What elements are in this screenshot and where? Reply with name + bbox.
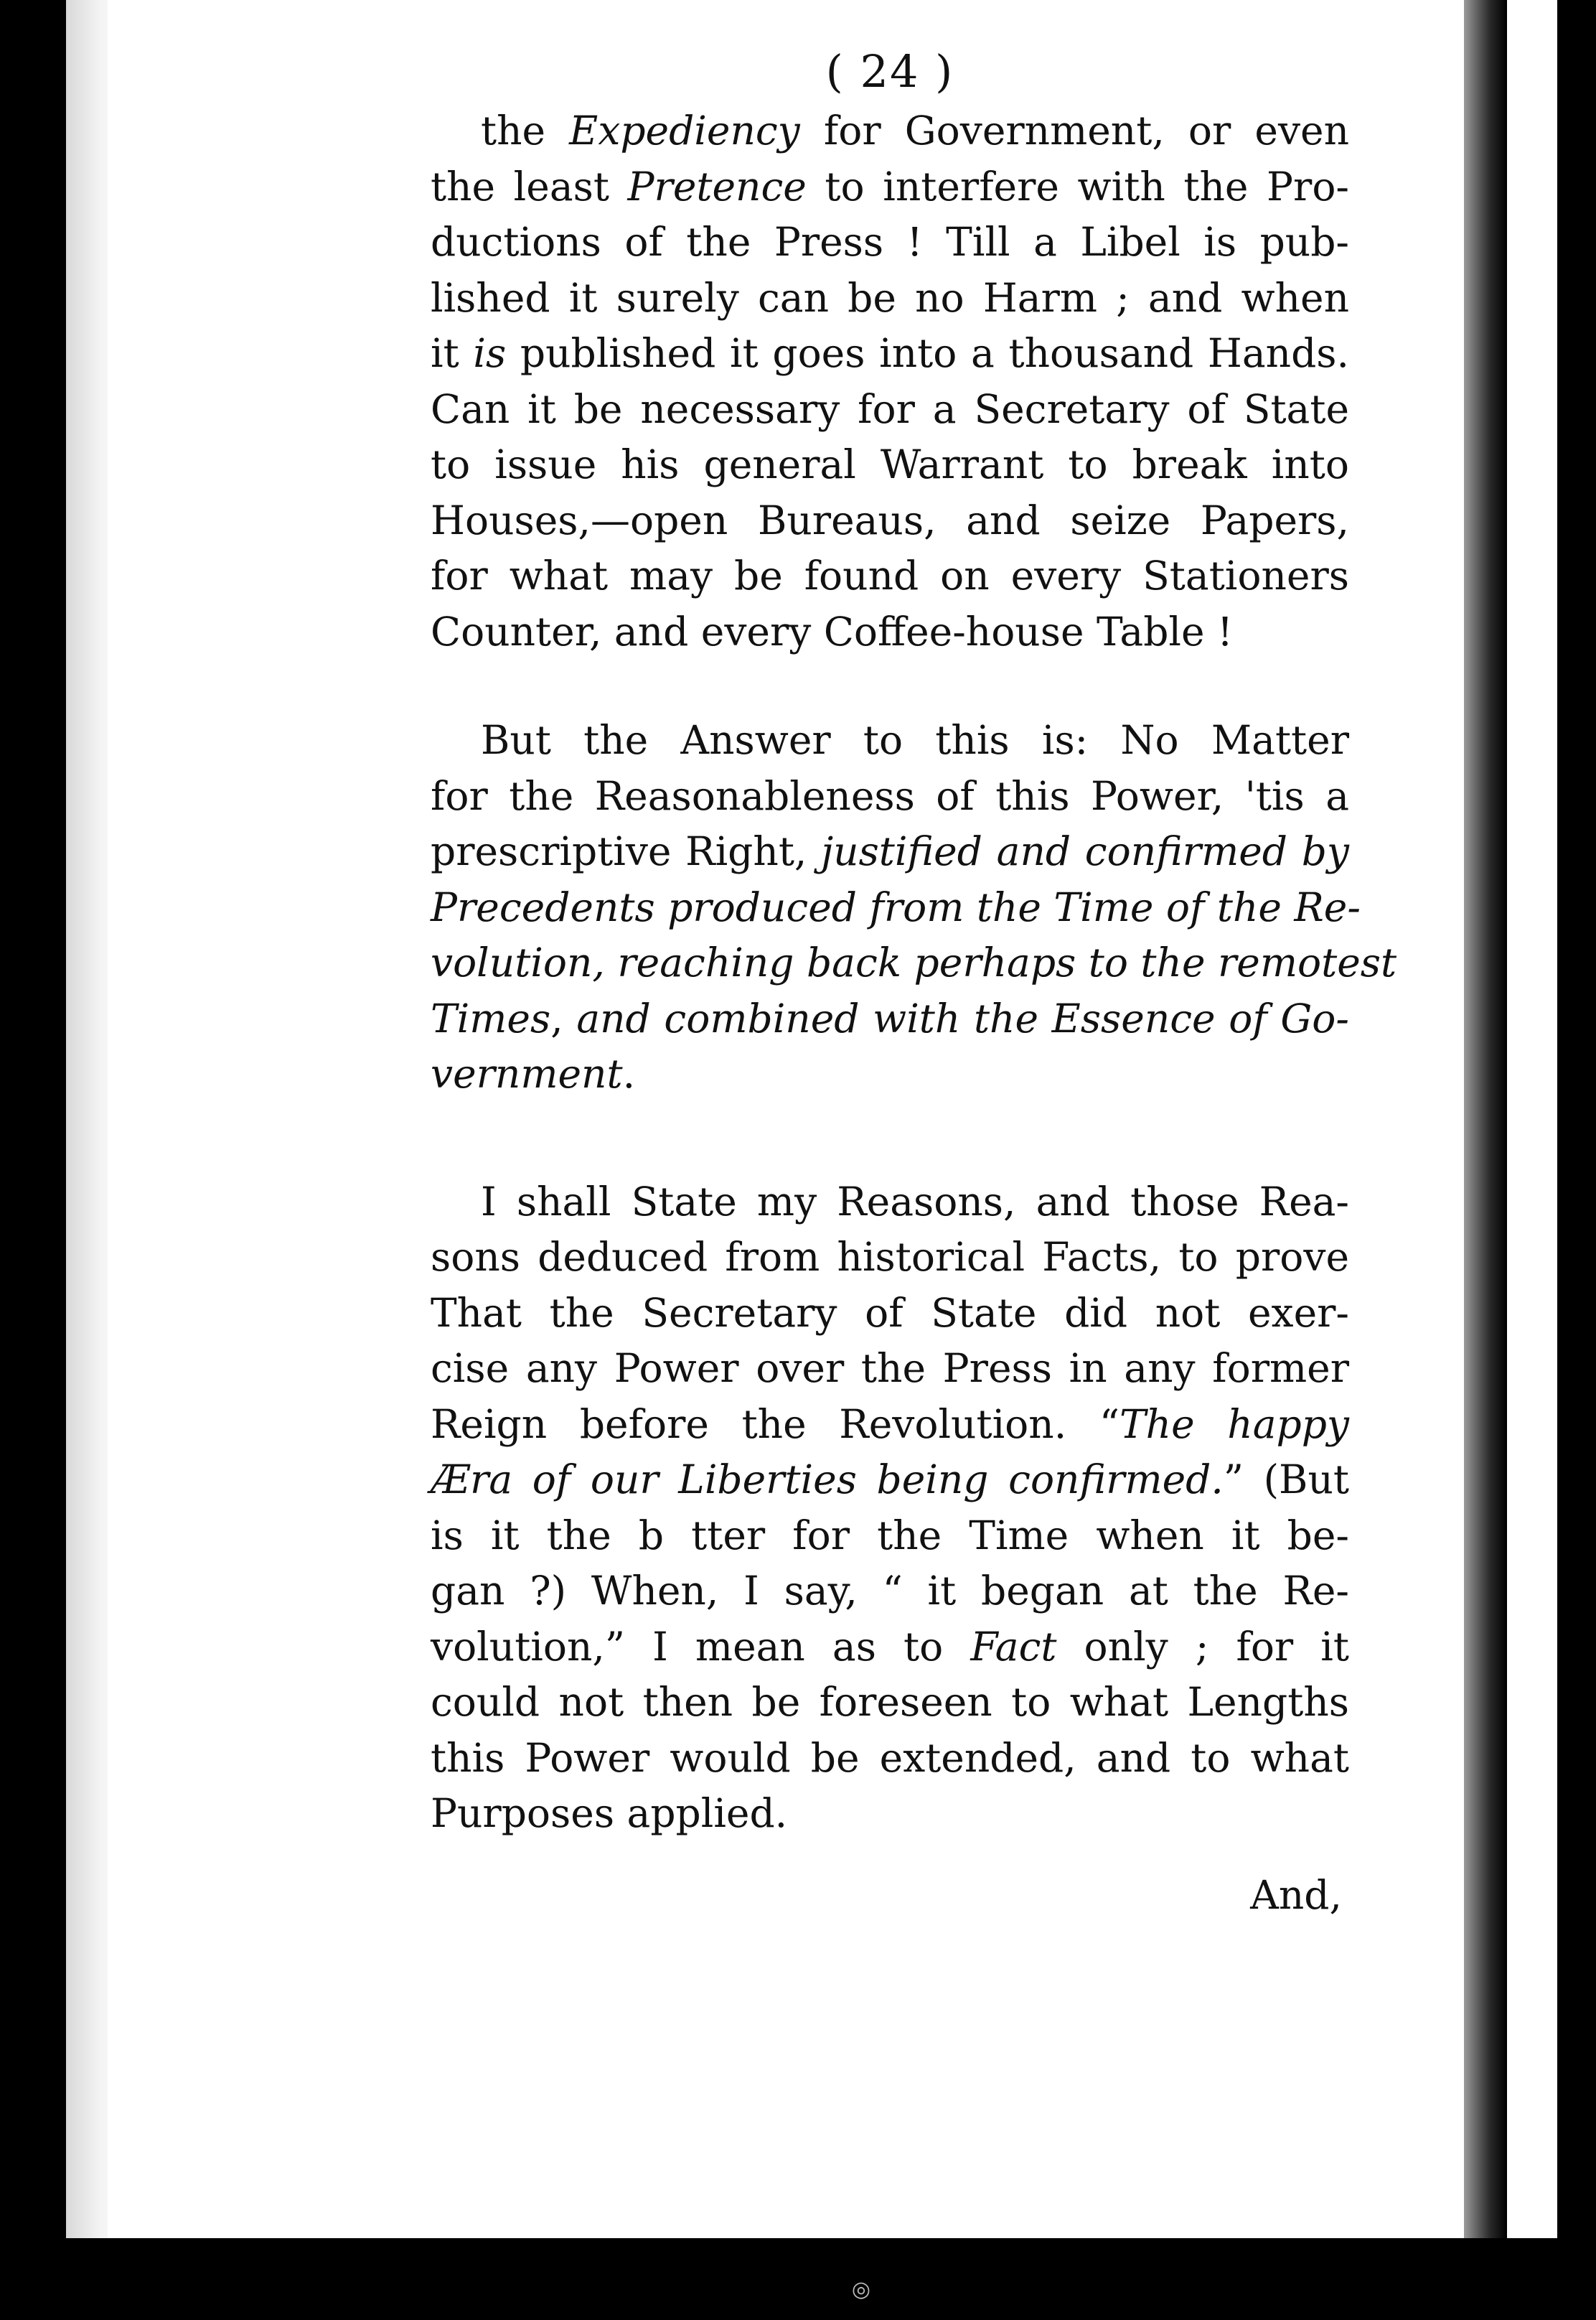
text-run: ” (But — [1223, 1456, 1349, 1502]
text-run: But the Answer to this is: No Matter — [481, 717, 1349, 763]
text-line — [431, 604, 1349, 660]
italic-text: Pretence — [627, 163, 807, 210]
text-line — [431, 215, 1349, 271]
text-run: for what may be found on every Stationers — [431, 553, 1349, 599]
text-line — [431, 159, 1349, 215]
text-run: to interfere with the Pro- — [806, 163, 1350, 210]
text-line — [431, 1786, 1349, 1842]
paragraph-1 — [431, 103, 1349, 660]
italic-text: Fact — [970, 1623, 1057, 1670]
text-line — [431, 1619, 1349, 1675]
italic-text: Expediency — [569, 108, 800, 154]
text-run: lished it surely can be no Harm ; and when — [431, 274, 1349, 321]
text-run: . — [622, 1051, 636, 1097]
text-run: to issue his general Warrant to break into — [431, 441, 1349, 487]
text-run: I shall State my Reasons, and those Rea- — [481, 1178, 1349, 1225]
text-run: , — [550, 995, 577, 1042]
text-run: it — [431, 330, 474, 376]
text-line — [431, 103, 1349, 159]
text-run: That the Secretary of State did not exer- — [431, 1289, 1349, 1336]
italic-text: Times — [431, 995, 551, 1042]
text-run: sons deduced from historical Facts, to prove — [431, 1234, 1349, 1280]
text-line — [431, 713, 1349, 769]
text-run: is it the b tter for the Time when it be- — [431, 1512, 1349, 1558]
text-line — [431, 1047, 1349, 1103]
text-line — [431, 1174, 1349, 1230]
italic-text: vernment — [431, 1051, 623, 1097]
page-fold-shadow — [1464, 0, 1507, 2320]
text-run: this Power would be extended, and to what — [431, 1734, 1349, 1781]
text-line — [431, 991, 1349, 1047]
text-line — [431, 1341, 1349, 1397]
paragraph-spacer — [431, 660, 1349, 713]
text-run: Reign before the Revolution. “ — [431, 1400, 1119, 1447]
text-line — [431, 437, 1349, 493]
italic-text: Precedents produced from the Time of the Re- — [431, 884, 1361, 930]
paragraph-2 — [431, 713, 1397, 1103]
paragraph-3 — [431, 1174, 1349, 1842]
text-run: the least — [431, 163, 628, 210]
scan-bottom-border — [0, 2238, 1596, 2320]
text-line — [431, 1563, 1349, 1619]
catchword: And, — [1250, 1871, 1342, 1918]
text-line — [431, 769, 1349, 825]
italic-text: Æra of our Liberties being confirmed. — [431, 1456, 1224, 1502]
text-run: Can it be necessary for a Secretary of State — [431, 385, 1349, 432]
text-line — [431, 382, 1349, 438]
text-line — [431, 1397, 1349, 1453]
text-run: Houses,—open Bureaus, and seize Papers, — [431, 497, 1349, 543]
text-run: Counter, and every Coffee-house Table ! — [431, 608, 1234, 655]
text-line — [431, 1230, 1349, 1286]
page-number: ( 24 ) — [825, 45, 954, 98]
scan-right-border — [1557, 0, 1596, 2320]
text-run: for Government, or even — [799, 108, 1349, 154]
library-stamp-icon: ◎ — [851, 2277, 871, 2302]
text-run: for the Reasonableness of this Power, 'tis a — [431, 772, 1349, 819]
text-run: cise any Power over the Press in any former — [431, 1345, 1349, 1391]
text-run: only ; for it — [1056, 1623, 1349, 1670]
text-line — [431, 326, 1349, 382]
italic-text: The happy — [1119, 1400, 1349, 1447]
text-line — [431, 548, 1349, 604]
text-line — [431, 1508, 1349, 1564]
text-line — [431, 1731, 1349, 1787]
page-text-block — [431, 43, 1397, 1923]
italic-text: volution, reaching back perhaps to the remotest — [431, 940, 1397, 986]
italic-text: is — [473, 330, 507, 376]
text-run: the — [481, 108, 570, 154]
text-run: could not then be foreseen to what Lengths — [431, 1679, 1349, 1725]
scan-left-border — [0, 0, 66, 2320]
text-run: gan ?) When, I say, “ it began at the Re- — [431, 1568, 1349, 1614]
text-run: Purposes applied. — [431, 1790, 788, 1836]
text-line — [431, 1452, 1349, 1508]
text-line — [431, 1675, 1349, 1731]
text-run: published it goes into a thousand Hands. — [506, 330, 1349, 376]
text-line — [431, 271, 1349, 327]
italic-text: justified and confirmed by — [821, 828, 1349, 874]
text-line — [431, 493, 1349, 549]
text-run: prescriptive Right, — [431, 828, 822, 874]
text-line — [431, 824, 1349, 880]
paragraph-spacer — [431, 1103, 1349, 1174]
text-line — [431, 1286, 1349, 1342]
next-page-edge — [1507, 0, 1557, 2320]
text-line — [431, 880, 1361, 936]
italic-text: and combined with the Essence of Go- — [576, 995, 1350, 1042]
text-run: ductions of the Press ! Till a Libel is pub- — [431, 219, 1349, 265]
text-run: volution,” I mean as to — [431, 1623, 971, 1670]
text-line — [431, 935, 1397, 991]
